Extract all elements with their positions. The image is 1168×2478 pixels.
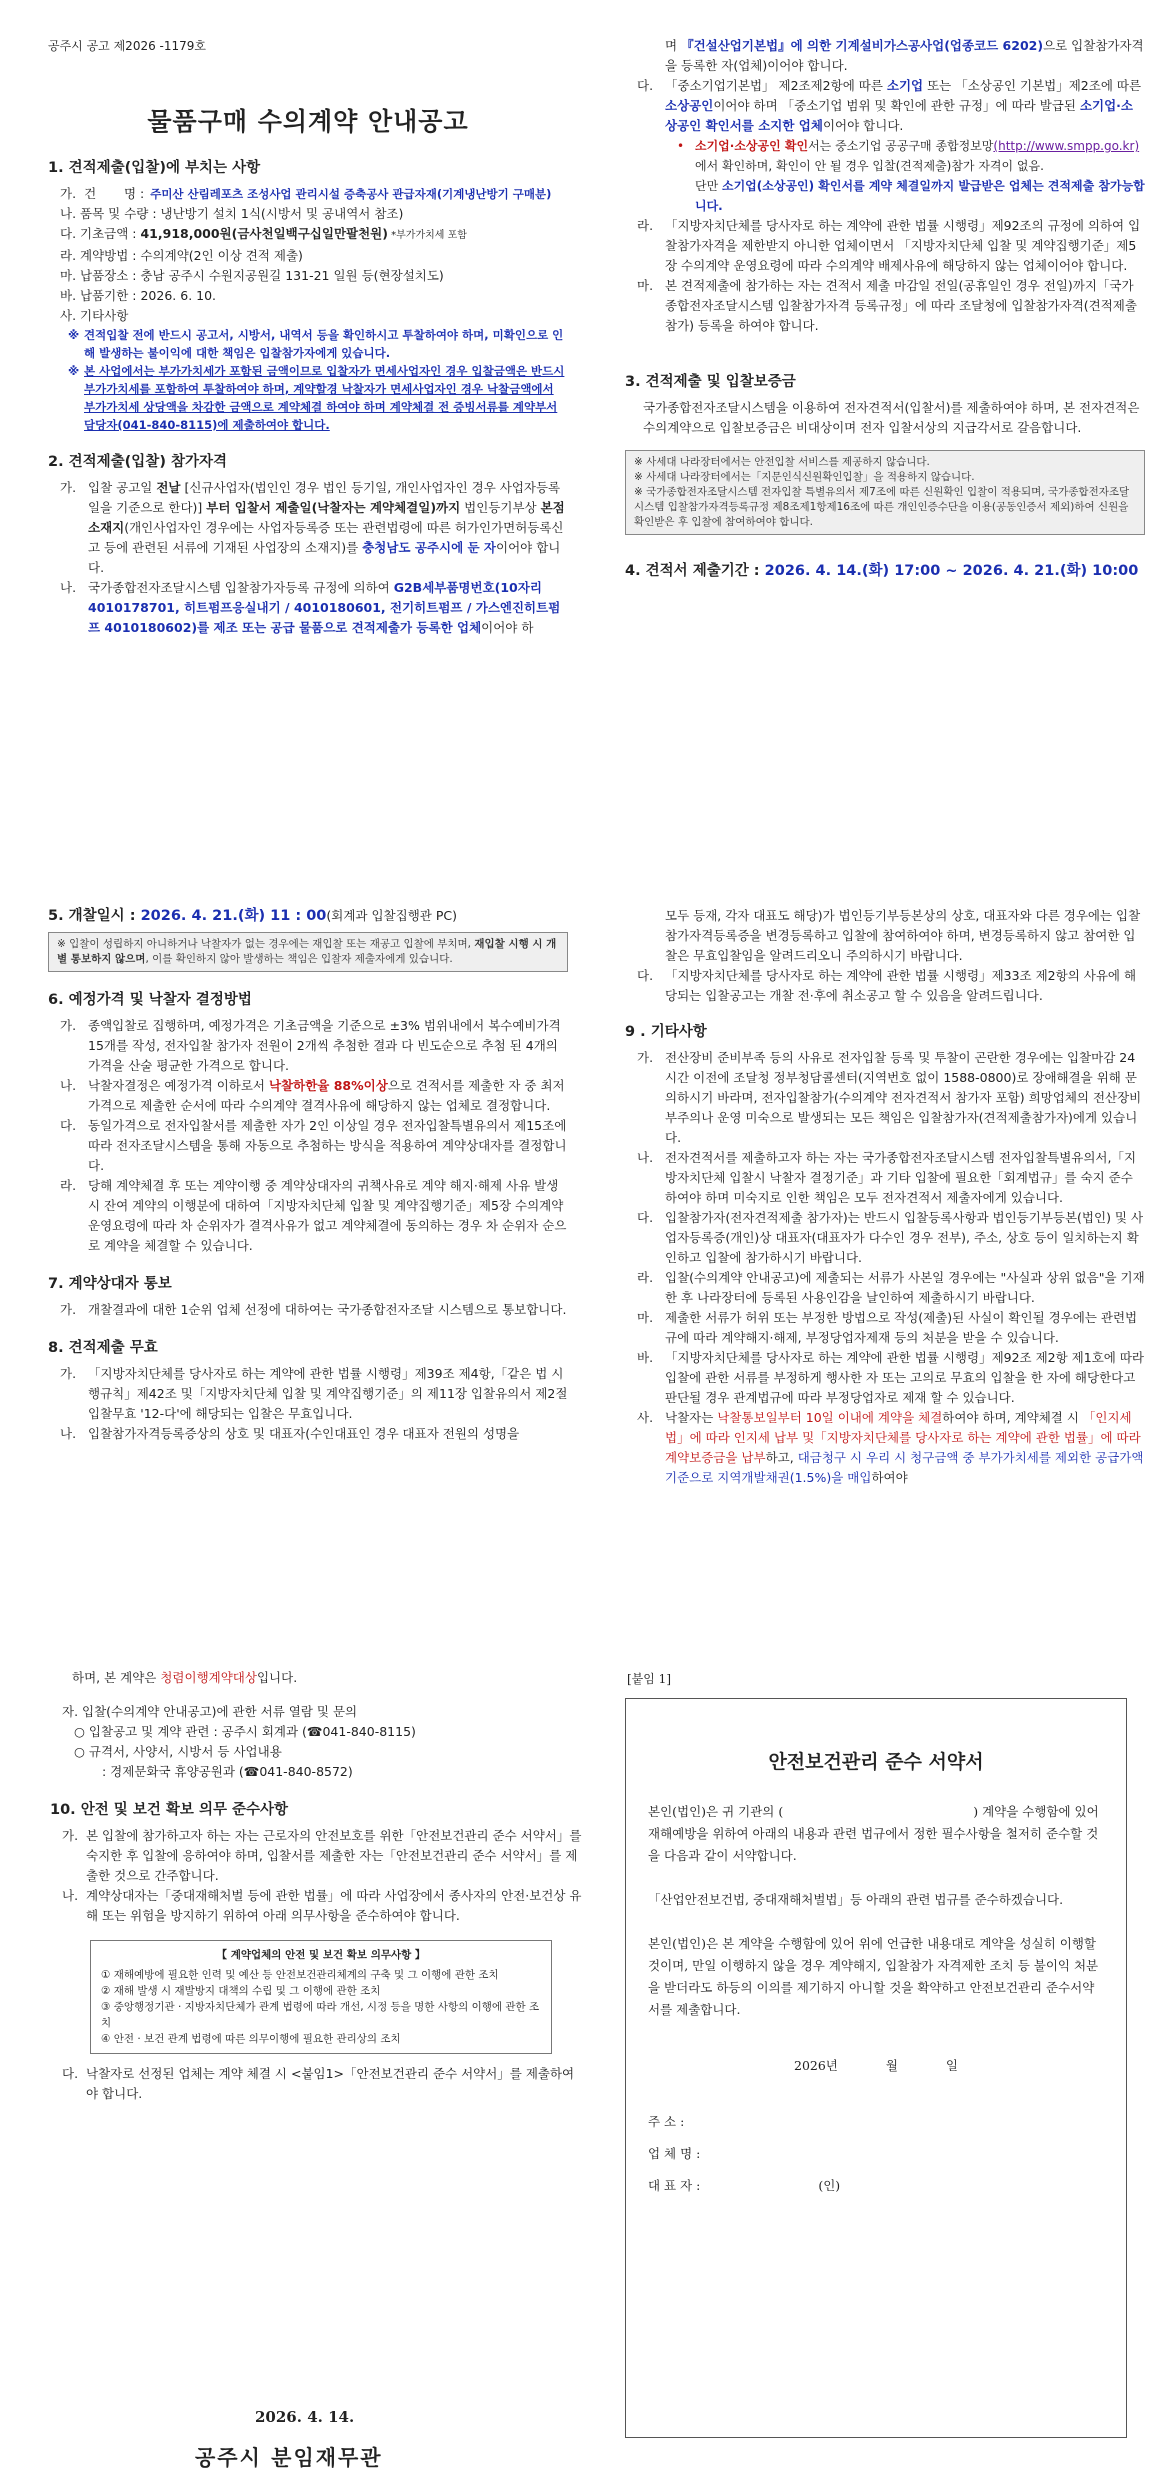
note-1: ※ 견적입찰 전에 반드시 공고서, 시방서, 내역서 등을 확인하시고 투찰하여야 하며, 미확인으로 인해 발생하는 불이익에 대한 책임은 입찰참가자에게 있습니다. [68,328,564,360]
item-name: 가. 건 명 : 주미산 산림레포츠 조성사업 관리시설 증축공사 관급자재(기계냉난방기 구매분) [60,186,552,201]
page2-right-column [625,826,1145,1488]
page1-right-column [625,0,1145,587]
section-5-title: 5. 개찰일시 : 2026. 4. 21.(화) 11 : 00(회계과 입찰집행관 PC) [48,908,457,924]
sme-bullet: • 소기업·소상공인 확인서는 중소기업 공공구매 종합정보망(http://www.smpp.go.kr)에서 확인하며, 확인이 안 될 경우 입찰(견적제출)참가 자격이 없음. 단만 소기업(소상공인) 확인서를 계약 체결일까지 발급받은 업체는 견적제출 참가능합니다. [625,136,1145,216]
section-6-ra: 라. 당해 계약체결 후 또는 계약이행 중 계약상대자의 귀책사유로 계약 해지·해제 사유 발생 시 잔여 계약의 이행분에 대하여「지방자치단체 입찰 및 계약집행기준」제5장 수의계약 운영요령에 따라 차 순위자가 결격사유가 없고 계약체결에 동의하는 경우 차 순위자 순으로 계약을 체결할 수 있습니다. [60,1178,567,1253]
page1-left-column [48,0,568,638]
section-9-ga: 가. 전산장비 준비부족 등의 사유로 전자입찰 등록 및 투찰이 곤란한 경우에는 입찰마감 24시간 이전에 조달청 정부청담콜센터(지역번호 없이 1588-0800)로 장애해결을 위해 문의하시기 바라며, 전자입찰참가(수의계약 전자견적서 참가자 포함) 희망업체의 전산장비 부주의나 운영 미숙으로 발생되는 모든 책임은 입찰참가자(견적제출참가자)에게 있습니다. [637,1050,1142,1145]
inquiry-spec-dept: : 경제문화국 휴양공원과 (☎041-840-8572) [102,1764,353,1779]
section-10-da: 다. 낙찰자로 선정된 업체는 계약 체결 시 <붙임1>「안전보건관리 준수 서약서」를 제출하여야 합니다. [62,2066,575,2101]
item-other: 사. 기타사항 [60,308,129,323]
section-7-ga: 가. 개찰결과에 대한 1순위 업체 선정에 대하여는 국가종합전자조달 시스템으로 통보합니다. [60,1302,567,1317]
section-9-ra: 라. 입찰(수의계약 안내공고)에 제출되는 서류가 사본일 경우에는 "사실과 상위 없음"을 기재한 후 나라장터에 등록된 사용인감을 날인하여 제출하시기 바랍니다. [637,1270,1145,1305]
item-base-price: 다. 기초금액 : 41,918,000원(금사천일백구십일만팔천원) *부가가치세 포함 [60,226,467,241]
section-5-notice-box: ※ 입찰이 성립하지 아니하거나 낙찰자가 없는 경우에는 재입찰 또는 재공고 입찰에 부치며, 재입찰 시행 시 개별 통보하지 않으며, 이를 확인하지 않아 발생하는 책임은 입찰자 제출자에게 있습니다. [48,932,568,972]
section-8-da: 다. 「지방자치단체를 당사자로 하는 계약에 관한 법률 시행령」제33조 제2항의 사유에 해당되는 입찰공고는 개찰 전·후에 취소공고 할 수 있음을 알려드립니다. [637,968,1137,1003]
item-delivery-place: 마. 납품장소 : 충남 공주시 수원지공원길 131-21 일원 등(현장설치도) [60,268,444,283]
item-contract-method: 라. 계약방법 : 수의계약(2인 이상 견적 제출) [60,248,303,263]
issuing-organization: 공주시 분임재무관 [195,2445,383,2470]
page2-left-column [48,826,568,1444]
section-6-da: 다. 동일가격으로 전자입찰서를 제출한 자가 2인 이상일 경우 전자입찰특별유의서 제15조에 따라 전자조달시스템을 통해 자동으로 추첨하는 방식을 적용하여 계약상대자를 결정합니다. [60,1118,567,1173]
section-2-na: 나. 국가종합전자조달시스템 입찰참가자등록 규정에 의하여 G2B세부품명번호(10자리 4010178701, 히트펌프응실내기 / 4010180601, 전기히트펌프 / 가스엔진히트펌프 4010180602)를 제조 또는 공급 물품으로 견적제출가 등록한 업체이어야 하 [60,580,561,635]
section-1-title: 1. 견적제출(입찰)에 부치는 사항 [48,160,261,176]
section-2-ga: 가. 입찰 공고일 전날 [신규사업자(법인인 경우 법인 등기일, 개인사업자인 경우 사업자등록일을 기준으로 한다)] 부터 입찰서 제출일(낙찰자는 계약체결일)까지 법인등기부상 본점 소재지(개인사업자인 경우에는 사업자등록증 또는 관련법령에 따른 허가인가면허등록신고 등에 관련된 서류에 기재된 사업장의 소재지)를 충청남도 공주시에 둔 자이어야 합니다. [60,480,565,575]
section-7-title: 7. 계약상대자 통보 [48,1276,172,1292]
form-date: 2026년 월 일 [794,2058,958,2073]
item-delivery-deadline: 바. 납품기한 : 2026. 6. 10. [60,288,217,303]
page-title: 물품구매 수의계약 안내공고 [147,107,469,136]
form-paragraph-3: 본인(법인)은 본 계약을 수행함에 있어 위에 언급한 내용대로 계약을 성실히 이행할 것이며, 만일 이행하지 않을 경우 계약해지, 입찰참가 자격제한 조치 등 불이익 처분을 받더라도 하등의 이의를 제기하지 아니할 것을 확약하고 안전보건관리 준수서약서를 제출합니다. [648,1936,1099,2017]
notice-number: 공주시 공고 제2026 -1179호 [48,39,206,53]
section-2-continued: 며 『건설산업기본법』에 의한 기계설비가스공사업(업종코드 6202)으로 입찰참가자격을 등록한 자(업체)이어야 합니다. [665,38,1144,73]
notice-date: 2026. 4. 14. [255,2408,355,2426]
section-9-ba: 바. 「지방자치단체를 당사자로 하는 계약에 관한 법률 시행령」제92조 제2항 제1호에 따라 입찰에 관한 서류를 부정하게 행사한 자 또는 고의로 무효의 입찰을 한 자에 해당한다고 판단될 경우 관계법규에 따라 부정당업자로 제재 할 수 있습니다. [637,1350,1144,1405]
section-8-ga: 가. 「지방자치단체를 당사자로 하는 계약에 관한 법률 시행령」제39조 제4항,「같은 법 시행규칙」제42조 및「지방자치단체 입찰 및 계약집행기준」의 제11장 입찰유의서 제2절 입찰무효 '12-다'에 해당되는 입찰은 무효입니다. [60,1366,568,1421]
section-10-na: 나. 계약상대자는「중대재해처벌 등에 관한 법률」에 따라 사업장에서 종사자의 안전·보건상 유해 또는 위험을 방지하기 위하여 아래 의무사항을 준수하여야 합니다. [62,1888,582,1923]
section-3-title: 3. 견적제출 및 입찰보증금 [625,374,796,390]
section-10-ga: 가. 본 입찰에 참가하고자 하는 자는 근로자의 안전보호를 위한「안전보건관리 준수 서약서」를 숙지한 후 입찰에 응하여야 하며, 입찰서를 제출한 자는「안전보건관리 준수 서약서」를 제출한 것으로 간주합니다. [62,1828,582,1883]
note-2: ※ 본 사업에서는 부가가치세가 포함된 금액이므로 입찰자가 면세사업자인 경우 입찰금액은 반드시 부가가치세를 포함하여 투찰하여야 하며, 계약할경 낙찰자가 면세사업자인 경우 낙찰금액에서 부가가치세 상당액을 차감한 금액으로 계약체결 하여야 하며 계약체결 전 증빙서류를 계약부서 담당자(041-840-8115)에 제출하여야 합니다. [68,364,565,432]
item-quantity: 나. 품목 및 수량 : 냉난방기 설치 1식(시방서 및 공내역서 참조) [60,206,404,221]
inquiry-contract: ○ 입찰공고 및 계약 관련 : 공주시 회계과 (☎041-840-8115) [74,1724,416,1739]
section-2-ma: 마. 본 견적제출에 참가하는 자는 견적서 제출 마감일 전일(공휴일인 경우 전일)까지「국가종합전자조달시스템 입찰참가자격 등록규정」에 따라 조달청에 입찰참가자격(견적제출참가) 등록을 하여야 합니다. [637,278,1137,333]
section-8-continued: 모두 등재, 각자 대표도 해당)가 법인등기부등본상의 상호, 대표자와 다른 경우에는 입찰참가자격등록증을 변경등록하고 입찰에 참여하여야 하며, 변경등록하지 않고 참여한 입찰은 무효입찰임을 알려드리오니 주의하시기 바랍니다. [665,908,1141,963]
seal-mark: (인) [818,2178,841,2193]
form-paragraph-2: 「산업안전보건법, 중대재해처벌법」등 아래의 관련 법규를 준수하겠습니다. [648,1892,1064,1907]
section-6-na: 나. 낙찰자결정은 예정가격 이하로서 낙찰하한율 88%이상으로 견적서를 제출한 자 중 최저가격으로 제출한 순서에 따라 수의계약 결격사유에 해당하지 않는 업체로 결정합니다. [60,1078,565,1113]
smpp-link[interactable]: (http://www.smpp.go.kr) [993,139,1140,153]
inquiry-spec: ○ 규격서, 사양서, 시방서 등 사업내용 [74,1744,282,1759]
section-3-body: 국가종합전자조달시스템을 이용하여 전자견적서(입찰서)를 제출하여야 하며, 본 전자견적은 수의계약으로 입찰보증금은 비대상이며 전자 입찰서상의 지급각서로 갈음합니다. [643,400,1140,435]
section-9-continued: 하며, 본 계약은 청렴이행계약대상입니다. [72,1670,298,1685]
section-6-ga: 가. 종액입찰로 집행하며, 예정가격은 기초금액을 기준으로 ±3% 범위내에서 복수예비가격 15개를 작성, 전자입찰 참가자 전원이 2개씩 추첨한 결과 다 빈도순으로 추첨 된 4개의 가격을 산술 평균한 가격으로 합니다. [60,1018,561,1073]
section-10-title: 10. 안전 및 보건 확보 의무 준수사항 [50,1802,289,1818]
address-field[interactable]: 주 소 : [648,2114,685,2129]
section-2-ra: 라. 「지방자치단체를 당사자로 하는 계약에 관한 법률 시행령」제92조의 규정에 의하여 입찰참가자격을 제한받지 아니한 업체이면서 「지방자치단체 입찰 및 계약집행기준」제5장 수의계약 운영요령에 따라 수의계약 배제사유에 해당하지 않는 업체이어야 합니다. [637,218,1141,273]
section-2-da: 다. 「중소기업기본법」 제2조제2항에 따른 소기업 또는 「소상공인 기본법」제2조에 따른 소상공인이어야 하며 「중소기업 범위 및 확인에 관한 규정」에 따라 발급된 소기업·소상공인 확인서를 소지한 업체이어야 합니다. [637,78,1142,133]
section-9-ja: 자. 입찰(수의계약 안내공고)에 관한 서류 열람 및 문의 [62,1704,358,1719]
safety-pledge-form [625,1698,1127,2438]
section-6-title: 6. 예정가격 및 낙찰자 결정방법 [48,992,252,1008]
section-9-ma: 마. 제출한 서류가 허위 또는 부정한 방법으로 작성(제출)된 사실이 확인될 경우에는 관련법규에 따라 계약해지·해제, 부정당업자제재 등의 처분을 받을 수 있습니다. [637,1310,1138,1345]
safety-obligations-box: 【 계약업체의 안전 및 보건 확보 의무사항 】 ① 재해예방에 필요한 인력 및 예산 등 안전보건관리체계의 구축 및 그 이행에 관한 조치 ② 재해 발생 시 재발방지 대책의 수립 및 그 이행에 관한 조치 ③ 중앙행정기관 · 지방자치단체가 관계 법령에 따라 개선, 시정 등을 명한 사항의 이행에 관한 조치 ④ 안전 · 보건 관계 법령에 따른 의무이행에 필요한 관리상의 조치 [90,1940,552,2054]
section-9-da: 다. 입찰참가자(전자견적제출 참가자)는 반드시 입찰등록사항과 법인등기부등본(법인) 및 사업자등록증(개인)상 대표자(대표자가 다수인 경우 전부), 주소, 상호 등이 일치하는지 확인하고 입찰에 참가하시기 바랍니다. [637,1210,1144,1265]
page-1 [0,0,1168,826]
section-9-sa: 사. 낙찰자는 낙찰통보일부터 10일 이내에 계약을 체결하여야 하며, 계약체결 시 「인지세법」에 따라 인지세 납부 및「지방자치단체를 당사자로 하는 계약에 관한 법률」에 따라 계약보증금을 납부하고, 대금청구 시 우리 시 청구금액 중 부가가치세를 제외한 공급가액 기준으로 지역개발채권(1.5%)을 매입하여야 [637,1410,1144,1485]
attachment-label: [붙임 1] [627,1672,671,1686]
section-4-title: 4. 견적서 제출기간 : 2026. 4. 14.(화) 17:00 ~ 2026. 4. 21.(화) 10:00 [625,563,1139,579]
page3-left-column [50,1652,582,2104]
section-2-title: 2. 견적제출(입찰) 참가자격 [48,454,228,470]
section-8-na: 나. 입찰참가자격등록증상의 상호 및 대표자(수인대표인 경우 대표자 전원의 성명을 [60,1426,520,1441]
section-8-title: 8. 견적제출 무효 [48,1340,158,1356]
form-paragraph-1: 본인(법인)은 귀 기관의 ( ) 계약을 수행함에 있어 재해예방을 위하여 아래의 내용과 관련 법규에서 정한 필수사항을 철저히 준수할 것을 다음과 같이 서약합니다. [648,1804,1099,1863]
section-3-notice-box: ※ 사세대 나라장터에서는 안전입찰 서비스를 제공하지 않습니다. ※ 사세대 나라장터에서는「지문인식신원확인입찰」을 적용하지 않습니다. ※ 국가종합전자조달시스템 전자입찰 특별유의서 제7조에 따른 신원확인 입찰이 적용되며, 국가종합전자조달시스템 입찰참가자격등록규정 제8조제1항제16조에 따른 개인인증수단을 이용(공동인증서 제외)하여 신원을 확인받은 후 입찰에 참여하여야 합니다. [625,450,1145,535]
section-9-title: 9 . 기타사항 [625,1024,707,1040]
page-3 [0,1652,1168,2478]
form-title: 안전보건관리 준수 서약서 [768,1751,984,1773]
company-name-field[interactable]: 업 체 명 : [648,2146,701,2161]
representative-field[interactable]: 대 표 자 : (인) [648,2178,841,2193]
bullet-icon: • [677,139,685,153]
page-2 [0,826,1168,1652]
section-9-na: 나. 전자견적서를 제출하고자 하는 자는 국가종합전자조달시스템 전자입찰특별유의서,「지방자치단체 입찰시 낙찰자 결정기준」과 기타 입찰에 필요한「회계법규」를 숙지 준수 하여야 하며 미숙지로 인한 책임은 모두 전자견적서 제출자에게 있습니다. [637,1150,1137,1205]
